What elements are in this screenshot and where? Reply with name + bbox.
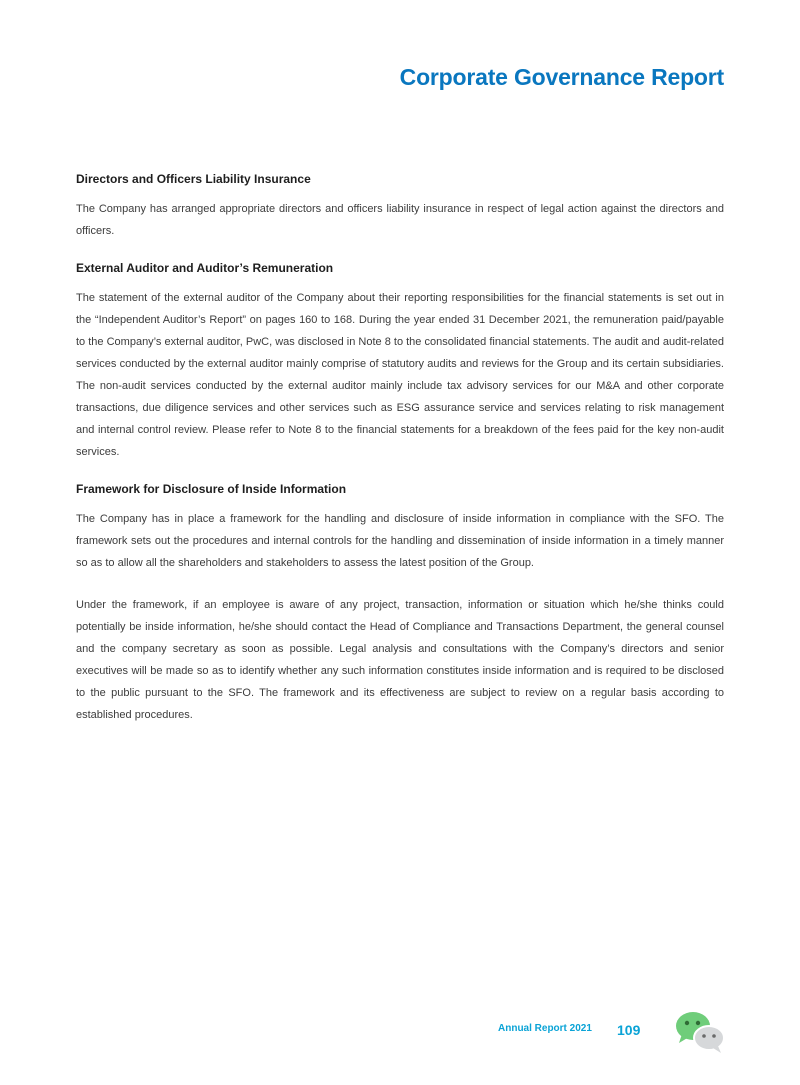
paragraph: Under the framework, if an employee is aware of any project, transaction, information or situation which he/she thinks could potentially be inside information, he/she should contact the Head of Compliance and Transactions Department, the general counsel and the company secretary as soon as possible. Legal analysis and consultations with the Company’s directors and senior executives will be made so as to identify whether any such information constitutes inside information and is required to be disclosed to the public pursuant to the SFO. The framework and its effectiveness are subject to review on a regular basis according to established procedures.: [76, 599, 724, 721]
paragraph: The statement of the external auditor of the Company about their reporting responsibilities for the financial statements is set out in the “Independent Auditor’s Report” on pages 160 to 168. During the year ended 31 December 2021, the remuneration paid/payable to the Company’s external auditor, PwC, was disclosed in Note 8 to the consolidated financial statements. The audit and audit-related services conducted by the external auditor mainly comprise of statutory audits and reviews for the Group and its certain subsidiaries. The non-audit services conducted by the external auditor mainly include tax advisory services for our M&A and other corporate transactions, due diligence services and other services such as ESG assurance service and services relating to risk management and internal control review. Please refer to Note 8 to the financial statements for a breakdown of the fees paid for the key non-audit services.: [76, 292, 724, 458]
section-heading: Framework for Disclosure of Inside Information: [76, 482, 347, 496]
footer-report-label: Annual Report 2021: [498, 1023, 592, 1034]
report-body: [76, 170, 724, 743]
section-heading: Directors and Officers Liability Insurance: [76, 172, 311, 186]
paragraph: The Company has in place a framework for the handling and disclosure of inside information in compliance with the SFO. The framework sets out the procedures and internal controls for the handling and dissemination of inside information in a timely manner so as to allow all the shareholders and stakeholders to assess the latest position of the Group.: [76, 513, 724, 569]
section-external-auditor: [76, 259, 724, 463]
page-number: 109: [617, 1022, 641, 1038]
section-heading: External Auditor and Auditor’s Remuneration: [76, 261, 334, 275]
paragraph: The Company has arranged appropriate directors and officers liability insurance in respect of legal action against the directors and officers.: [76, 203, 724, 237]
section-directors-insurance: [76, 170, 724, 242]
section-inside-information: [76, 480, 724, 726]
wechat-icon: [674, 1010, 726, 1054]
page-title: Corporate Governance Report: [399, 64, 724, 90]
